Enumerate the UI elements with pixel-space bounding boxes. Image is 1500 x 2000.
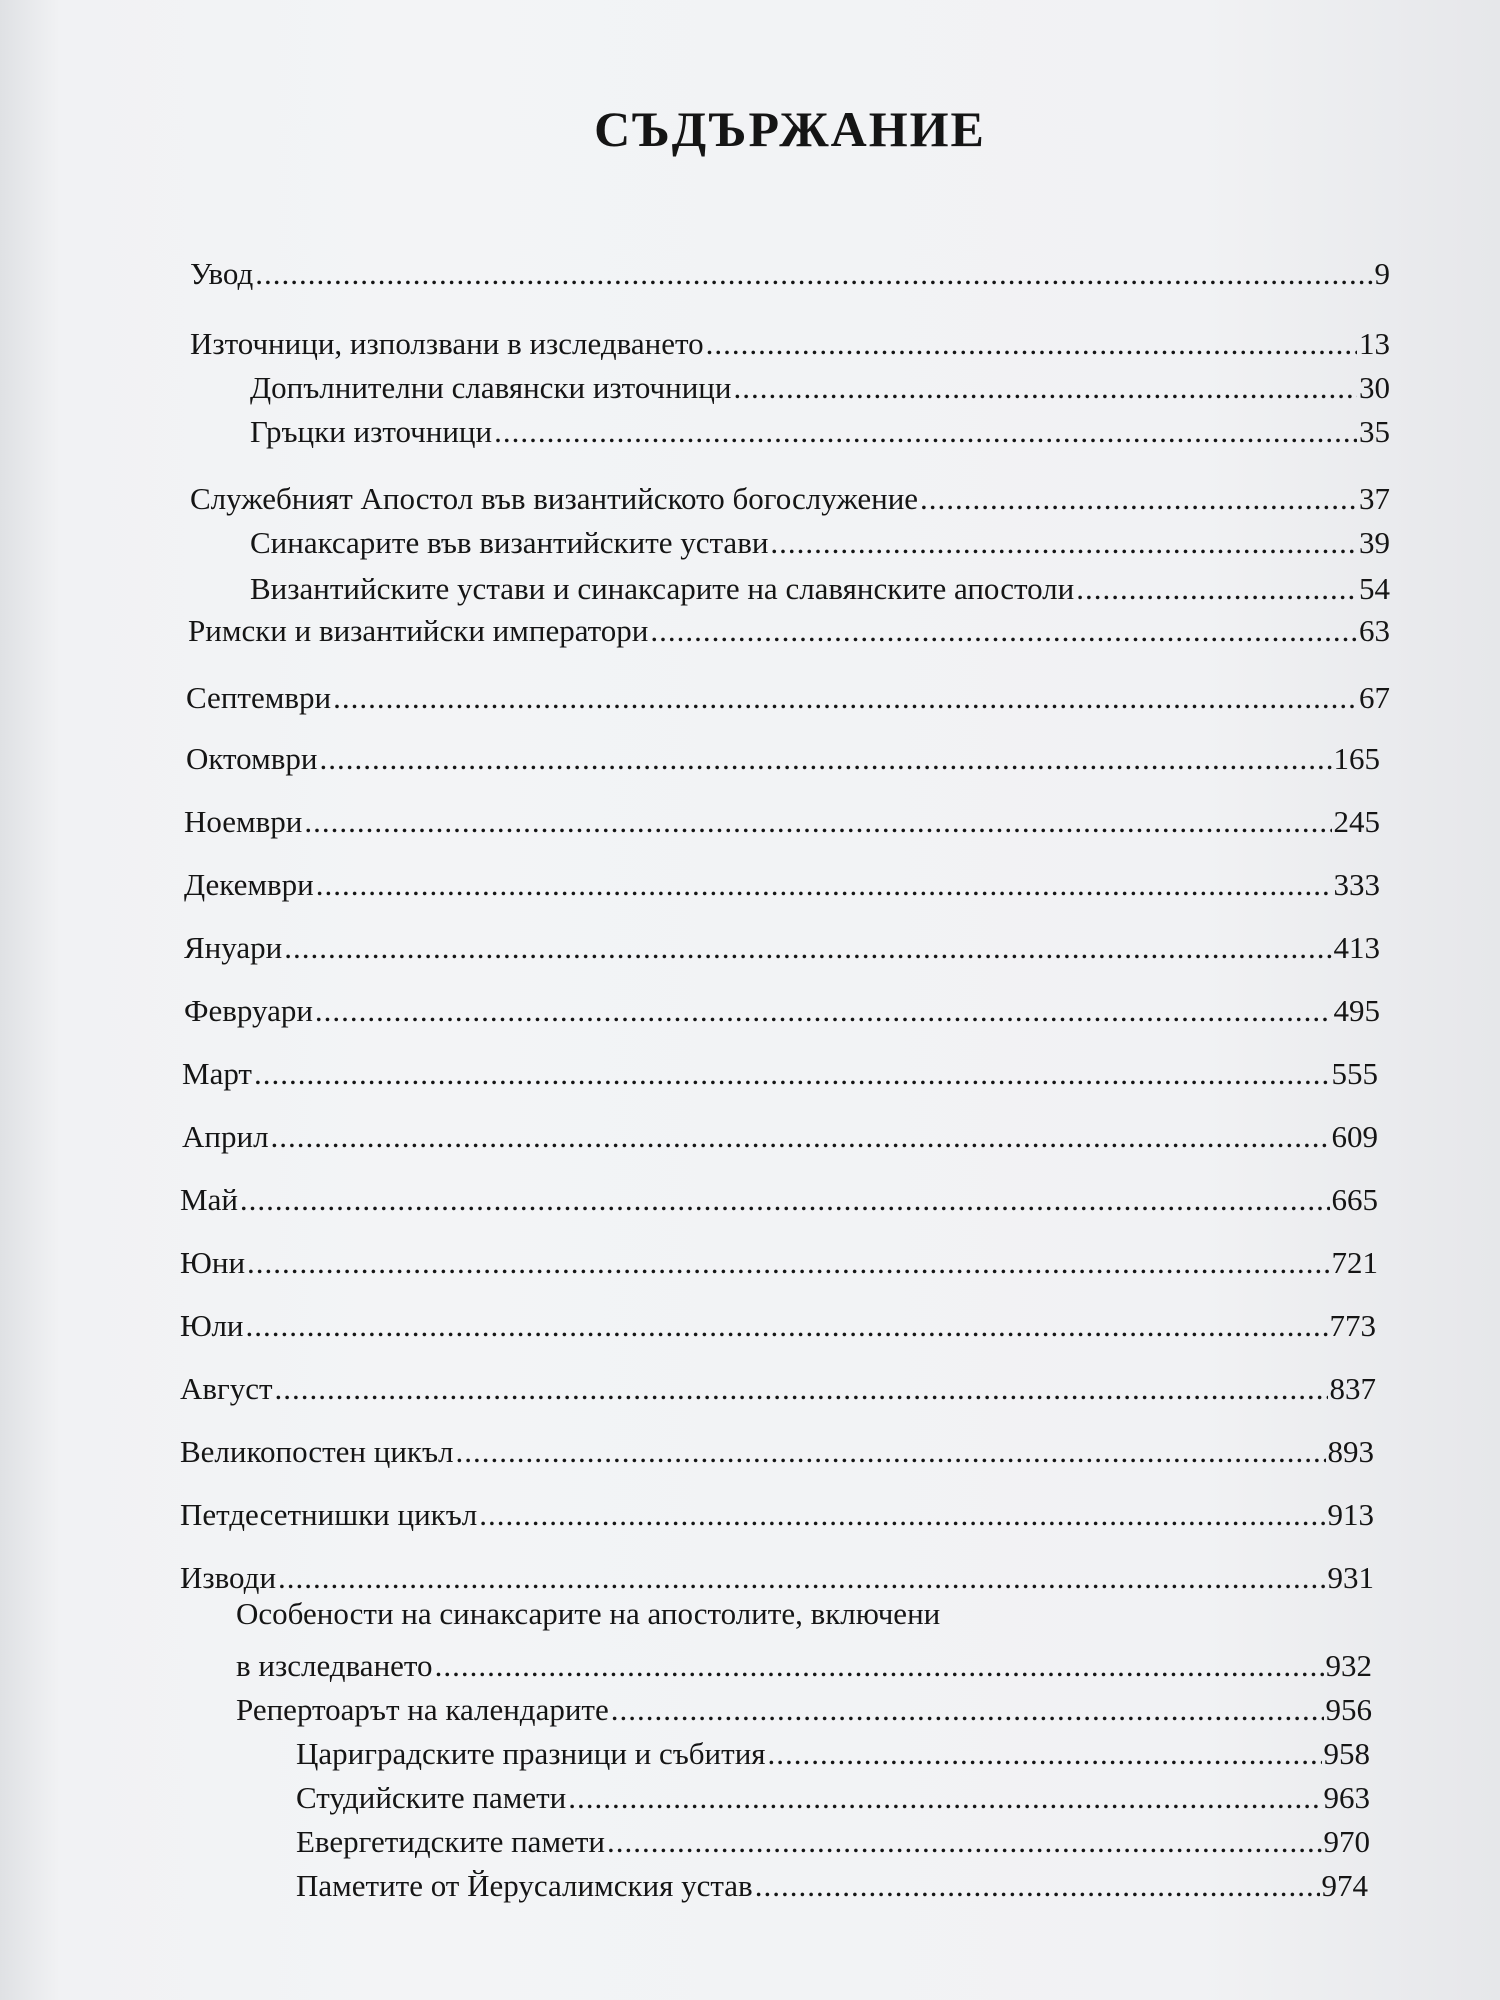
- toc-page-number: 958: [1323, 1736, 1370, 1771]
- toc-entry-label: Студийските памети: [296, 1780, 567, 1815]
- toc-entry-label: Източници, използвани в изследването: [190, 326, 704, 361]
- dot-leader: [435, 1648, 1324, 1684]
- toc-page-number: 773: [1329, 1308, 1376, 1343]
- toc-entry-label: Май: [180, 1182, 238, 1217]
- toc-entry-greek-sources: [250, 414, 1390, 450]
- dot-leader: [770, 525, 1357, 561]
- dot-leader: [271, 1119, 1330, 1155]
- toc-entry-intro: [190, 256, 1390, 292]
- toc-page-number: 67: [1359, 680, 1390, 715]
- toc-entry-label: Януари: [184, 930, 283, 965]
- toc-entry-label: Римски и византийски императори: [188, 613, 649, 648]
- toc-page-number: 165: [1333, 741, 1380, 776]
- toc-page-number: 54: [1359, 571, 1390, 606]
- toc-entry-label: Април: [182, 1119, 269, 1154]
- toc-page-number: 39: [1359, 525, 1390, 560]
- toc-entry-pentecost-cycle: [180, 1497, 1374, 1533]
- toc-page-number: 963: [1323, 1780, 1370, 1815]
- toc-entry-may: [180, 1182, 1378, 1218]
- dot-leader: [247, 1245, 1329, 1281]
- toc-entry-label: Паметите от Йерусалимския устав: [296, 1868, 753, 1903]
- toc-page-number: 9: [1374, 256, 1390, 291]
- toc-entry-label: Февруари: [184, 993, 313, 1028]
- toc-entry-lenten-cycle: [180, 1434, 1374, 1470]
- toc-page-number: 665: [1331, 1182, 1378, 1217]
- toc-entry-label: Служебният Апостол във византийското богослужение: [190, 481, 919, 516]
- toc-entry-constantinople-feasts: [296, 1736, 1370, 1772]
- dot-leader: [278, 1560, 1325, 1596]
- toc-page-number: 974: [1321, 1868, 1368, 1903]
- toc-entry-october: [186, 741, 1380, 777]
- toc-entry-slavic-sources: [250, 370, 1390, 406]
- dot-leader: [456, 1434, 1326, 1470]
- toc-entry-label: Репертоарът на календарите: [236, 1692, 609, 1727]
- dot-leader: [568, 1780, 1321, 1816]
- toc-entry-typika: [250, 571, 1390, 607]
- toc-entry-label: Ноември: [184, 804, 303, 839]
- toc-entry-features-line1: Особености на синаксарите на апостолите, включени: [236, 1596, 941, 1631]
- dot-leader: [255, 256, 1372, 292]
- toc-entry-studite-memories: [296, 1780, 1370, 1816]
- toc-entry-label: Гръцки източници: [250, 414, 493, 449]
- dot-leader: [333, 680, 1357, 716]
- toc-page-number: 956: [1325, 1692, 1372, 1727]
- toc-entry-emperors: [188, 613, 1390, 649]
- dot-leader: [275, 1371, 1328, 1407]
- dot-leader: [768, 1736, 1322, 1772]
- toc-entry-april: [182, 1119, 1378, 1155]
- dot-leader: [733, 370, 1357, 406]
- toc-entry-label: Юни: [180, 1245, 246, 1280]
- toc-entry-february: [184, 993, 1380, 1029]
- toc-page-number: 37: [1359, 481, 1390, 516]
- dot-leader: [315, 993, 1332, 1029]
- toc-entry-label: Изводи: [180, 1560, 277, 1595]
- toc-entry-label: Увод: [190, 256, 254, 291]
- toc-entry-label: Синаксарите във византийските устави: [250, 525, 769, 560]
- dot-leader: [920, 481, 1357, 517]
- page-title: СЪДЪРЖАНИЕ: [594, 101, 986, 157]
- toc-page-number: 970: [1323, 1824, 1370, 1859]
- toc-entry-label: в изследването: [236, 1648, 433, 1683]
- toc-entry-label: Цариградските празници и събития: [296, 1736, 766, 1771]
- toc-page-number: 63: [1359, 613, 1390, 648]
- toc-entry-january: [184, 930, 1380, 966]
- toc-entry-label: Август: [180, 1371, 273, 1406]
- toc-page-number: 495: [1333, 993, 1380, 1028]
- toc-page-number: 837: [1329, 1371, 1376, 1406]
- toc-entry-june: [180, 1245, 1378, 1281]
- toc-page-number: 555: [1331, 1056, 1378, 1091]
- toc-page-number: 932: [1325, 1648, 1372, 1683]
- toc-entry-july: [180, 1308, 1376, 1344]
- dot-leader: [240, 1182, 1330, 1218]
- toc-page-number: 13: [1359, 326, 1390, 361]
- toc-entry-label: Евергетидските памети: [296, 1824, 605, 1859]
- toc-entry-march: [182, 1056, 1378, 1092]
- toc-page-number: 413: [1333, 930, 1380, 965]
- toc-entry-label: Византийските устави и синаксарите на славянските апостоли: [250, 571, 1075, 606]
- dot-leader: [755, 1868, 1320, 1904]
- toc-entry-jerusalem-memories: [296, 1868, 1368, 1904]
- dot-leader: [494, 414, 1357, 450]
- dot-leader: [304, 804, 1331, 840]
- toc-entry-label: Март: [182, 1056, 252, 1091]
- toc-entry-label: Септември: [186, 680, 332, 715]
- toc-entry-conclusions: [180, 1560, 1374, 1596]
- toc-entry-august: [180, 1371, 1376, 1407]
- dot-leader: [479, 1497, 1325, 1533]
- dot-leader: [706, 326, 1357, 362]
- toc-entry-september: [186, 680, 1390, 716]
- dot-leader: [1076, 571, 1357, 607]
- toc-entry-evergetis-memories: [296, 1824, 1370, 1860]
- toc-page-number: 245: [1333, 804, 1380, 839]
- toc-page-number: 35: [1359, 414, 1390, 449]
- toc-page-number: 931: [1327, 1560, 1374, 1595]
- toc-entry-november: [184, 804, 1380, 840]
- toc-entry-sources: [190, 326, 1390, 362]
- toc-entry-label: Юли: [180, 1308, 244, 1343]
- toc-entry-label: Петдесетнишки цикъл: [180, 1497, 478, 1532]
- dot-leader: [316, 867, 1332, 903]
- toc-entry-december: [184, 867, 1380, 903]
- toc-entry-label: Великопостен цикъл: [180, 1434, 454, 1469]
- dot-leader: [650, 613, 1357, 649]
- toc-entry-calendar-repertoire: [236, 1692, 1372, 1728]
- toc-page-number: 333: [1333, 867, 1380, 902]
- toc-page-number: 913: [1327, 1497, 1374, 1532]
- toc-entry-features: [236, 1648, 1372, 1684]
- toc-page-number: 721: [1331, 1245, 1378, 1280]
- dot-leader: [246, 1308, 1328, 1344]
- toc-page-number: 30: [1359, 370, 1390, 405]
- toc-entry-synaxaria: [250, 525, 1390, 561]
- toc-page-number: 893: [1327, 1434, 1374, 1469]
- toc-entry-label: Декември: [184, 867, 314, 902]
- toc-entry-label: Октомври: [186, 741, 318, 776]
- toc-entry-apostle: [190, 481, 1390, 517]
- dot-leader: [284, 930, 1331, 966]
- toc-entry-label: Допълнителни славянски източници: [250, 370, 732, 405]
- toc-page-number: 609: [1331, 1119, 1378, 1154]
- dot-leader: [254, 1056, 1330, 1092]
- dot-leader: [319, 741, 1331, 777]
- dot-leader: [611, 1692, 1324, 1728]
- dot-leader: [607, 1824, 1322, 1860]
